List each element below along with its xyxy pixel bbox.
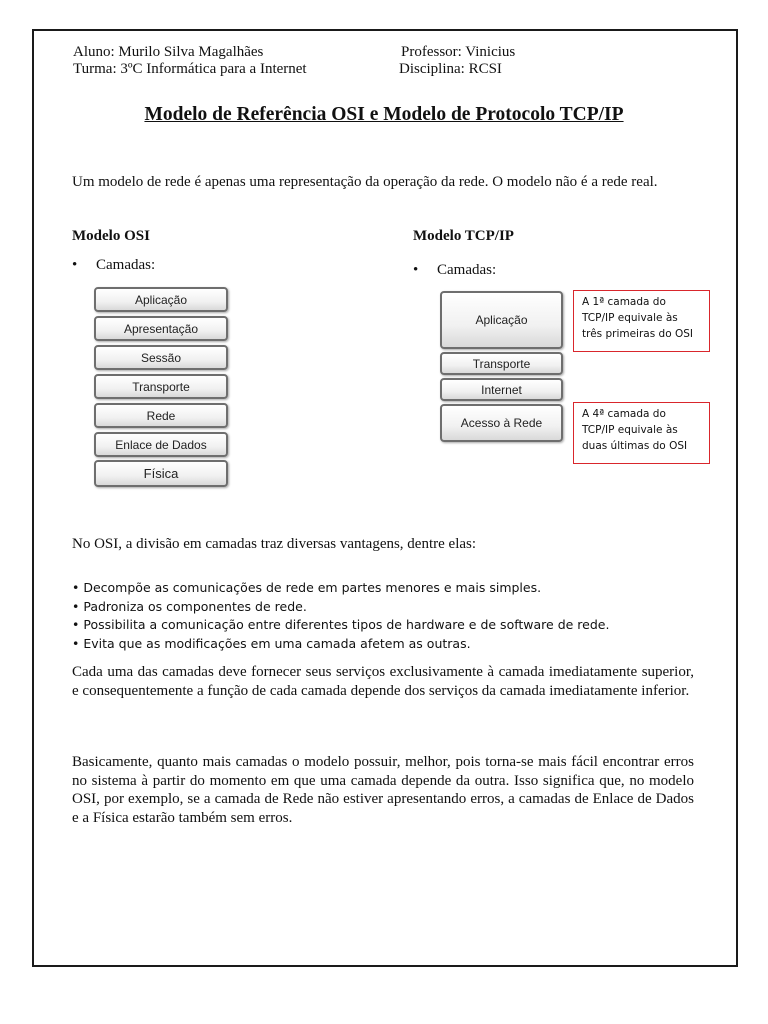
tcpip-heading: Modelo TCP/IP xyxy=(413,228,514,244)
advantages-list xyxy=(72,579,609,653)
tcpip-layer-acesso-rede: Acesso à Rede xyxy=(440,404,563,442)
subject-name: Disciplina: RCSI xyxy=(399,61,502,77)
osi-bullet xyxy=(72,257,155,274)
note-first-layer: A 1ª camada do TCP/IP equivale às três primeiras do OSI xyxy=(573,290,710,352)
list-item: • Padroniza os componentes de rede. xyxy=(72,598,307,614)
paragraph-layers-services: Cada uma das camadas deve fornecer seus serviços exclusivamente à camada imediatamente superior, e consequentemente a função de cada camada depende dos serviços da camada imediatamente inferior. xyxy=(72,664,694,699)
tcpip-layer-internet: Internet xyxy=(440,378,563,401)
tcpip-bullet xyxy=(413,262,496,279)
paragraph-more-layers: Basicamente, quanto mais camadas o modelo possuir, melhor, pois torna-se mais fácil encontrar erros no sistema à partir do momento em que uma camada depende da outra. Isso significa que, no modelo OSI, por exemplo, se a camada de Rede não estiver apresentando erros, a camadas de Enlace de Dados e a Física estarão também sem erros. xyxy=(72,754,694,826)
bullet-icon: • xyxy=(413,262,419,278)
osi-heading: Modelo OSI xyxy=(72,228,150,244)
note-fourth-layer: A 4ª camada do TCP/IP equivale às duas últimas do OSI xyxy=(573,402,710,464)
tcpip-layer-transporte: Transporte xyxy=(440,352,563,375)
class-name: Turma: 3ºC Informática para a Internet xyxy=(73,61,307,77)
advantages-intro: No OSI, a divisão em camadas traz diversas vantagens, dentre elas: xyxy=(72,536,477,552)
osi-layer-sessao: Sessão xyxy=(94,345,228,370)
osi-layer-transporte: Transporte xyxy=(94,374,228,399)
list-item: • Evita que as modificações em uma camada afetem as outras. xyxy=(72,635,471,651)
teacher-name: Professor: Vinicius xyxy=(401,44,516,60)
osi-bullet-label: Camadas: xyxy=(96,257,156,273)
osi-layer-fisica: Física xyxy=(94,460,228,487)
osi-layer-enlace: Enlace de Dados xyxy=(94,432,228,457)
list-item: • Decompõe as comunicações de rede em partes menores e mais simples. xyxy=(72,580,542,595)
tcpip-layer-aplicacao: Aplicação xyxy=(440,291,563,349)
osi-layer-apresentacao: Apresentação xyxy=(94,316,228,341)
osi-layer-aplicacao: Aplicação xyxy=(94,287,228,312)
osi-layer-rede: Rede xyxy=(94,403,228,428)
student-name: Aluno: Murilo Silva Magalhães xyxy=(73,44,264,60)
intro-paragraph: Um modelo de rede é apenas uma representação da operação da rede. O modelo não é a rede real. xyxy=(72,174,658,190)
bullet-icon: • xyxy=(72,257,78,273)
document-title: Modelo de Referência OSI e Modelo de Protocolo TCP/IP xyxy=(144,104,624,125)
list-item: • Possibilita a comunicação entre diferentes tipos de hardware e de software de rede. xyxy=(72,617,610,632)
tcpip-bullet-label: Camadas: xyxy=(437,262,497,278)
